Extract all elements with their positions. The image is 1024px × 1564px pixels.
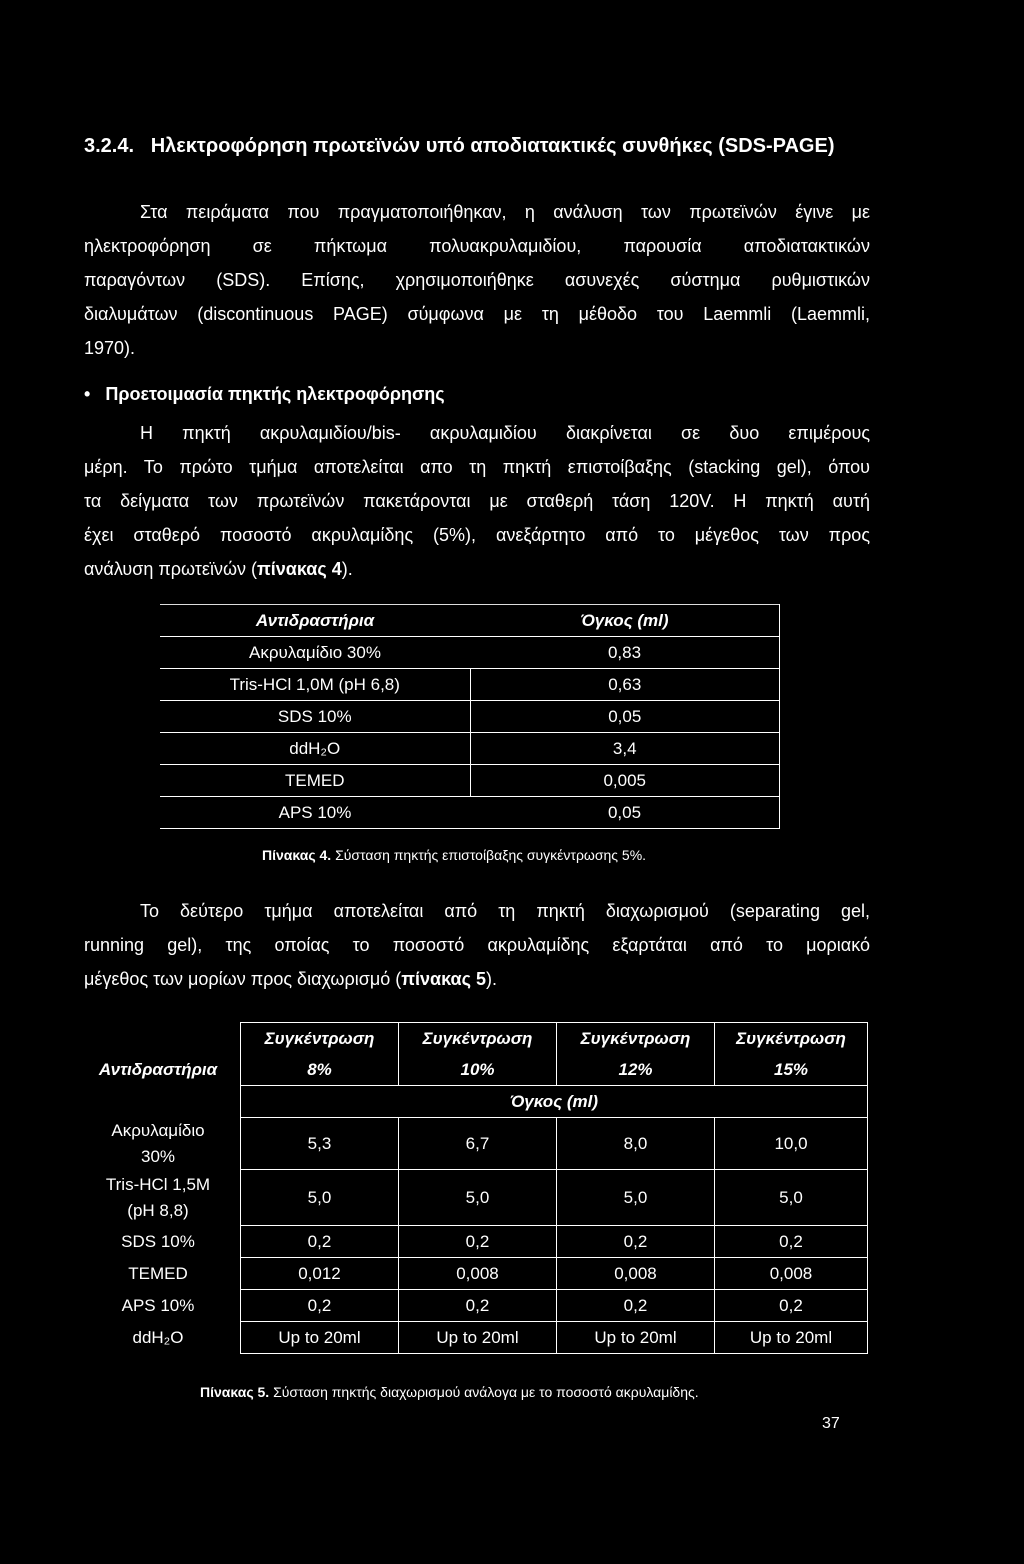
table-row [76,1322,868,1354]
empty-cell [76,1086,241,1118]
value-cell: 5,0 [241,1170,399,1226]
value-cell: 0,2 [715,1226,868,1258]
stacking-line-text: ανάλυση πρωτεϊνών ( [84,559,257,579]
reagent-cell: TEMED [128,1263,188,1283]
value-cell: 0,2 [557,1226,715,1258]
reagent-cell: SDS 10% [121,1231,195,1251]
reagent-name-cont: 30% [140,1146,176,1166]
reagent-cell: APS 10% [160,797,470,829]
caption-label: Πίνακας 4. [262,847,332,863]
table-row [76,1290,868,1322]
volume-header-row [76,1086,868,1118]
separating-line: running gel), της οποίας το ποσοστό ακρυλαμίδης εξαρτάται από το μοριακό [84,935,870,955]
concentration-label: Συγκέντρωση [399,1023,557,1055]
value-cell: 0,2 [715,1290,868,1322]
reagent-cell: ddH₂O [160,733,470,765]
table-row [76,1226,868,1258]
volume-cell: 3,4 [470,733,780,765]
concentration-label: Συγκέντρωση [557,1023,715,1055]
reagent-cell: Tris-HCl 1,0M (pH 6,8) [160,669,470,701]
reagent-cell: SDS 10% [160,701,470,733]
section-number: 3.2.4. [84,135,135,157]
intro-line: ηλεκτροφόρηση σε πήκτωμα πολυακρυλαμιδίου, παρουσία αποδιατακτικών [84,236,870,256]
stacking-line: τα δείγματα των πρωτεϊνών πακετάρονται με σταθερή τάση 120V. Η πηκτή αυτή [84,491,870,511]
bullet-icon: • [84,384,91,404]
section-title: Ηλεκτροφόρηση πρωτεϊνών υπό αποδιατακτικές συνθήκες (SDS-PAGE) [150,135,835,157]
separating-paragraph [84,894,870,996]
corner-header: Αντιδραστήρια [98,1059,218,1079]
section-heading [84,128,874,164]
intro-line: 1970). [84,338,136,358]
table-row [160,669,780,701]
stacking-gel-table [160,604,780,829]
value-cell: 0,2 [399,1290,557,1322]
intro-paragraph [84,195,870,365]
value-cell: Up to 20ml [715,1322,868,1354]
separating-line [84,962,870,996]
value-cell: 6,7 [399,1118,557,1170]
table-row [76,1118,868,1170]
concentration-label: Συγκέντρωση [715,1023,868,1055]
value-cell: Up to 20ml [241,1322,399,1354]
separating-line-text: μέγεθος των μορίων προς διαχωρισμό ( [84,969,402,989]
stacking-line: Η πηκτή ακρυλαμιδίου/bis- ακρυλαμιδίου διακρίνεται σε δυο επιμέρους [140,423,870,443]
reagent-cell: Ακρυλαμίδιο 30% [160,637,470,669]
separating-gel-table [76,1022,868,1354]
intro-line: παραγόντων (SDS). Επίσης, χρησιμοποιήθηκε ασυνεχές σύστημα ρυθμιστικών [84,270,870,290]
stacking-line: έχει σταθερό ποσοστό ακρυλαμίδης (5%), ανεξάρτητο από το μέγεθος των προς [84,525,870,545]
value-cell: 10,0 [715,1118,868,1170]
table-row [160,765,780,797]
table-row [160,637,780,669]
stacking-line-end: ). [341,559,353,579]
table-reference: πίνακας 5 [401,969,486,989]
table-row [160,797,780,829]
reagent-cell [76,1170,241,1226]
table-header-row [160,605,780,637]
value-cell: 0,2 [241,1290,399,1322]
bullet-title: Προετοιμασία πηκτής ηλεκτροφόρησης [105,384,445,404]
volume-cell: 0,005 [470,765,780,797]
reagent-name: Tris-HCl 1,5M [105,1174,211,1194]
separating-line: Το δεύτερο τμήμα αποτελείται από τη πηκτή διαχωρισμού (separating gel, [140,901,870,921]
stacking-line [84,552,870,586]
intro-line: Στα πειράματα που πραγματοποιήθηκαν, η ανάλυση των πρωτεϊνών έγινε με [140,202,870,222]
caption-text: Σύσταση πηκτής διαχωρισμού ανάλογα με το ποσοστό ακρυλαμίδης. [269,1384,699,1400]
page-number: 37 [822,1415,840,1432]
concentration-value: 10% [399,1054,557,1086]
value-cell: 0,008 [715,1258,868,1290]
concentration-value: 15% [715,1054,868,1086]
table-reference: πίνακας 4 [257,559,342,579]
table-caption [262,846,646,864]
reagent-name: Ακρυλαμίδιο [111,1120,205,1140]
concentration-label: Συγκέντρωση [241,1023,399,1055]
volume-cell: 0,83 [470,637,780,669]
table-row [76,1170,868,1226]
stacking-line: μέρη. Το πρώτο τμήμα αποτελείται απο τη πηκτή επιστοίβαξης (stacking gel), όπου [84,457,870,477]
value-cell: Up to 20ml [399,1322,557,1354]
concentration-value: 8% [241,1054,399,1086]
table-header-row [76,1023,868,1055]
table-row [160,701,780,733]
volume-cell: 0,05 [470,701,780,733]
caption-text: Σύσταση πηκτής επιστοίβαξης συγκέντρωσης 5%. [331,847,647,863]
reagent-cell [76,1118,241,1170]
value-cell: 5,0 [399,1170,557,1226]
separating-line-end: ). [485,969,497,989]
value-cell: 5,0 [557,1170,715,1226]
bullet-heading [84,384,445,405]
value-cell: 0,012 [241,1258,399,1290]
table-row [160,733,780,765]
concentration-value: 12% [557,1054,715,1086]
intro-line: διαλυμάτων (discontinuous PAGE) σύμφωνα με τη μέθοδο του Laemmli (Laemmli, [84,304,870,324]
reagent-cell: TEMED [160,765,470,797]
column-header: Αντιδραστήρια [160,605,470,637]
table-row [76,1258,868,1290]
volume-cell: 0,63 [470,669,780,701]
value-cell: 5,0 [715,1170,868,1226]
reagent-name-cont: (pH 8,8) [127,1200,189,1220]
volume-cell: 0,05 [470,797,780,829]
reagent-cell: APS 10% [121,1295,195,1315]
value-cell: 5,3 [241,1118,399,1170]
value-cell: 0,2 [557,1290,715,1322]
volume-label: Όγκος (ml) [241,1086,868,1118]
caption-label: Πίνακας 5. [200,1384,270,1400]
stacking-paragraph [84,416,870,586]
reagent-cell: ddH₂O [132,1327,184,1347]
value-cell: 0,2 [241,1226,399,1258]
value-cell: 0,008 [399,1258,557,1290]
value-cell: 0,008 [557,1258,715,1290]
value-cell: Up to 20ml [557,1322,715,1354]
value-cell: 8,0 [557,1118,715,1170]
table-caption [200,1383,699,1401]
column-header: Όγκος (ml) [470,605,780,637]
value-cell: 0,2 [399,1226,557,1258]
